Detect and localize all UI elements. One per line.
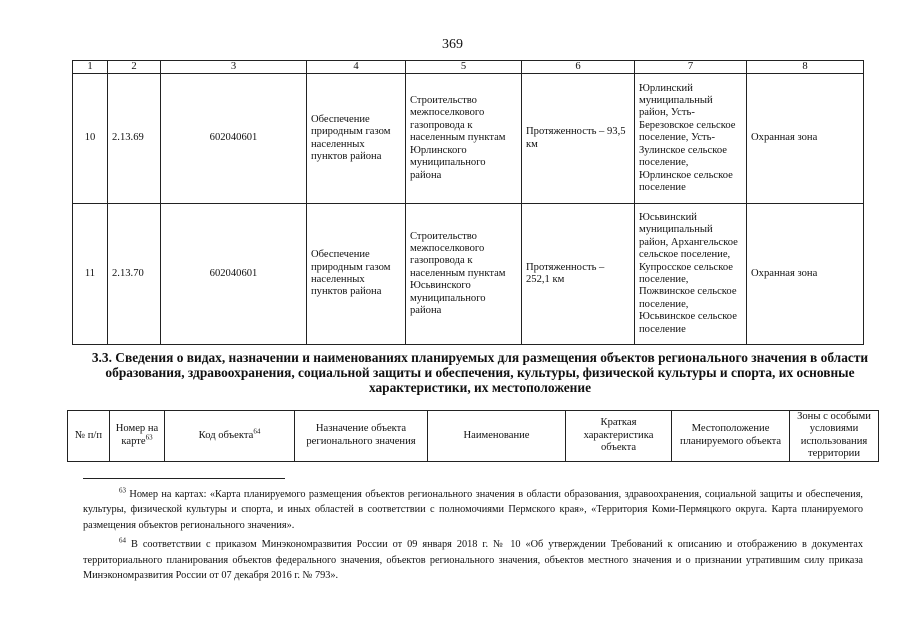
row-zone: Охранная зона — [747, 74, 864, 204]
footnotes — [83, 487, 863, 587]
footnote-text: В соответствии с приказом Минэкономразвития России от 09 января 2018 г. № 10 «Об утверждении Требований к описанию и отображению в документах территориального планирования объектов федерального значения, объектов регионального значения, объектов местного значения и о признании утратившим силу приказа Минэкономразвития России от 07 декабря 2016 г. № 793». — [83, 539, 864, 582]
header-map-number — [110, 411, 165, 462]
row-purpose: Обеспечение природным газом населенных пунктов района — [307, 204, 406, 345]
row-map-code: 2.13.70 — [108, 204, 161, 345]
row-object-code: 602040601 — [161, 74, 307, 204]
footnote-divider — [83, 478, 285, 479]
header-zones: Зоны с особыми условиями использования территории — [790, 411, 879, 462]
header-object-code-label: Код объекта — [198, 429, 254, 441]
table-row — [73, 204, 864, 345]
header-characteristic: Краткая характеристика объекта — [566, 411, 672, 462]
column-number: 2 — [108, 61, 161, 74]
section-header-row — [68, 411, 879, 462]
row-number: 11 — [73, 204, 108, 345]
row-characteristic: Протяженность – 252,1 км — [522, 204, 635, 345]
header-object-code — [165, 411, 295, 462]
table-row — [73, 74, 864, 204]
column-number: 7 — [635, 61, 747, 74]
row-object-code: 602040601 — [161, 204, 307, 345]
footnote — [83, 537, 863, 583]
section-header-table — [67, 410, 879, 462]
row-name: Строительство межпоселкового газопровода к населенным пунктам Юрлинского муниципального района — [406, 74, 522, 204]
row-location: Юрлинский муниципальный район, Усть-Березовское сельское поселение, Усть-Зулинское сельское поселение, Юрлинское сельское поселение — [635, 74, 747, 204]
row-purpose: Обеспечение природным газом населенных пунктов района — [307, 74, 406, 204]
footnote — [83, 487, 863, 533]
page-number: 369 — [442, 37, 463, 52]
footnote-mark: 63 — [119, 486, 126, 495]
row-zone: Охранная зона — [747, 204, 864, 345]
row-map-code: 2.13.69 — [108, 74, 161, 204]
row-number: 10 — [73, 74, 108, 204]
footnote-ref-63: 63 — [145, 433, 153, 442]
footnote-text: Номер на картах: «Карта планируемого размещения объектов регионального значения в области образования, здравоохранения, социальной защиты и обеспечения, культуры, физической культуры и спорта, и иных областей в соответствии с полномочиями Пермского края», «Территория Коми-Пермяцкого округа. Карта планируемого размещения объектов регионального значения». — [83, 489, 863, 531]
column-number: 1 — [73, 61, 108, 74]
header-location: Местоположение планируемого объекта — [672, 411, 790, 462]
column-number-row — [73, 61, 864, 74]
header-num: № п/п — [68, 411, 110, 462]
row-name: Строительство межпоселкового газопровода к населенным пунктам Юсьвинского муниципального района — [406, 204, 522, 345]
column-number: 4 — [307, 61, 406, 74]
footnote-ref-64: 64 — [253, 427, 261, 436]
footnote-mark: 64 — [119, 536, 126, 545]
header-name: Наименование — [428, 411, 566, 462]
section-heading: 3.3. Сведения о видах, назначении и наименованиях планируемых для размещения объектов регионального значения в области образования, здравоохранения, социальной защиты и обеспечения, культуры, физической культуры и спорта, их основные характеристики, их местоположение — [91, 350, 869, 395]
header-purpose: Назначение объекта регионального значения — [295, 411, 428, 462]
column-number: 8 — [747, 61, 864, 74]
objects-table — [72, 60, 864, 345]
row-characteristic: Протяженность – 93,5 км — [522, 74, 635, 204]
column-number: 5 — [406, 61, 522, 74]
header-map-number-label: Номер на карте — [115, 423, 159, 447]
row-location: Юсьвинский муниципальный район, Архангельское сельское поселение, Купросское сельское поселение, Пожвинское сельское поселение, Юсьвинское сельское поселение — [635, 204, 747, 345]
column-number: 3 — [161, 61, 307, 74]
column-number: 6 — [522, 61, 635, 74]
